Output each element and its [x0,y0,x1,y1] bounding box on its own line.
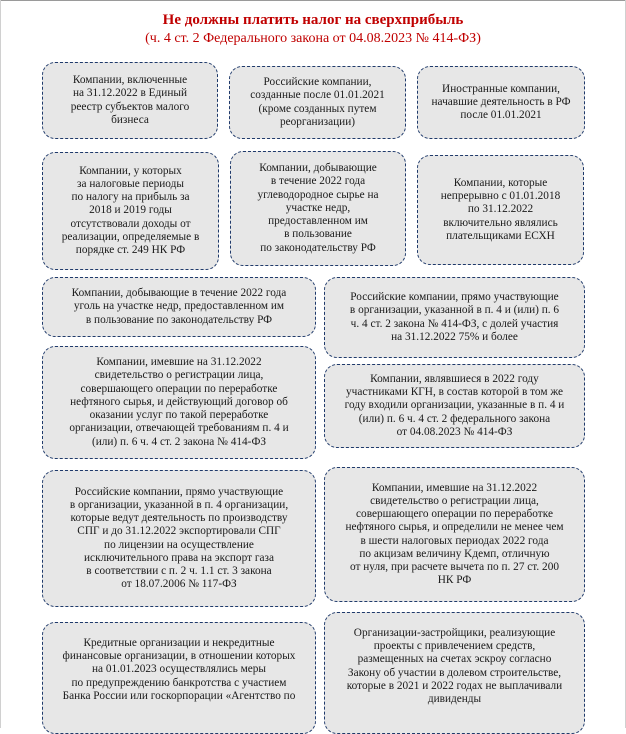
page-title: Не должны платить налог на сверхприбыль [162,12,464,28]
criterion-text: Компании, которые непрерывно с 01.01.2018 по 31.12.2022 включительно являлись плательщиками ЕСХН [440,176,561,242]
criterion-text: Компании, имевшие на 31.12.2022 свидетельство о регистрации лица, совершающего операции по переработке нефтяного сырья, и определили не менее чем в шести налоговых периодах 2022 года по акцизам величину Kдемп, отличную от нуля, при расчете вычета по п. 27 ст. 200 НК РФ [345,481,564,587]
frame-left-border [0,0,1,728]
criterion-box-kgn-participants [324,364,585,448]
criterion-box-coal-extraction [42,277,316,337]
criterion-text: Компании, являвшиеся в 2022 году участниками КГН, в состав которой в том же году входили организации, указанные в п. 4 и (или) п. 6 ч. 4 ст. 2 федерального закона от 04.08.2023 № 414-ФЗ [344,372,565,438]
criterion-box-foreign-companies [417,66,585,139]
criterion-box-participation-75 [324,277,585,358]
criterion-text: Иностранные компании, начавшие деятельность в РФ после 01.01.2021 [431,82,571,122]
criterion-text: Компании, имевшие на 31.12.2022 свидетельство о регистрации лица, совершающего операции по переработке нефтяного сырья, и действующий договор об оказании услуг по такой переработке организации, отвечающей требованиям п. 4 и (или) п. 6 ч. 4 ст. 2 закона № 414-ФЗ [69,356,289,448]
page-subtitle: (ч. 4 ст. 2 Федерального закона от 04.08.2023 № 414-ФЗ) [145,31,481,46]
criterion-text: Компании, у которых за налоговые периоды по налогу на прибыль за 2018 и 2019 годы отсутствовали доходы от реализации, определяемые в порядке ст. 249 НК РФ [61,164,200,256]
criterion-text: Организации-застройщики, реализующие проекты с привлечением средств, размещенных на счетах эскроу согласно Закону об участии в долевом строительстве, которые в 2021 и 2022 годах не выплачивали дивиденды [346,627,563,706]
criterion-box-eskhn-payers [417,155,584,265]
criterion-box-created-after-2021 [229,66,406,139]
criterion-text: Компании, включенные на 31.12.2022 в Единый реестр субъектов малого бизнеса [70,74,190,126]
criterion-text: Компании, добывающие в течение 2022 года углеводородное сырье на участке недр, предоставленном им в пользование по законодательству РФ [257,162,379,254]
criterion-box-oil-refining-contract [42,346,316,459]
criterion-text: Российские компании, прямо участвующие в организации, указанной в п. 4 и (или) п. 6 ч. 4 ст. 2 закона № 414-ФЗ, с долей участия на 31.12.2022 75% и более [349,291,560,343]
frame-top-border [0,0,626,1]
criterion-box-kdemp-refiners [324,467,585,602]
criterion-text: Кредитные организации и некредитные финансовые организации, в отношении которых на 01.01.2023 осуществлялись меры по предупреждению банкротства с участием Банка России или госкорпорации «Агентство по [62,637,296,702]
criterion-box-lng-exporters [42,470,316,607]
criterion-box-developers-escrow [324,612,585,734]
criterion-box-small-business [42,62,218,139]
criterion-box-hydrocarbon-extraction [230,151,406,266]
criterion-text: Компании, добывающие в течение 2022 года уголь на участке недр, предоставленном им в пользование по законодательству РФ [71,287,287,326]
criterion-box-no-income-2018-2019 [42,152,219,270]
criterion-text: Российские компании, прямо участвующие в организации, указанной в п. 4 организации, которые ведут деятельность по производству СПГ и до 31.12.2022 экспортировали СПГ по лицензии на осуществление исключительного права на экспорт газа в соответствии с п. 2 ч. 1.1 ст. 3 закона от 18.07.2006 № 117-ФЗ [69,485,289,591]
criterion-text: Российские компании, созданные после 01.01.2021 (кроме созданных путем реорганизации) [250,76,385,128]
criterion-box-credit-organizations [42,622,316,734]
